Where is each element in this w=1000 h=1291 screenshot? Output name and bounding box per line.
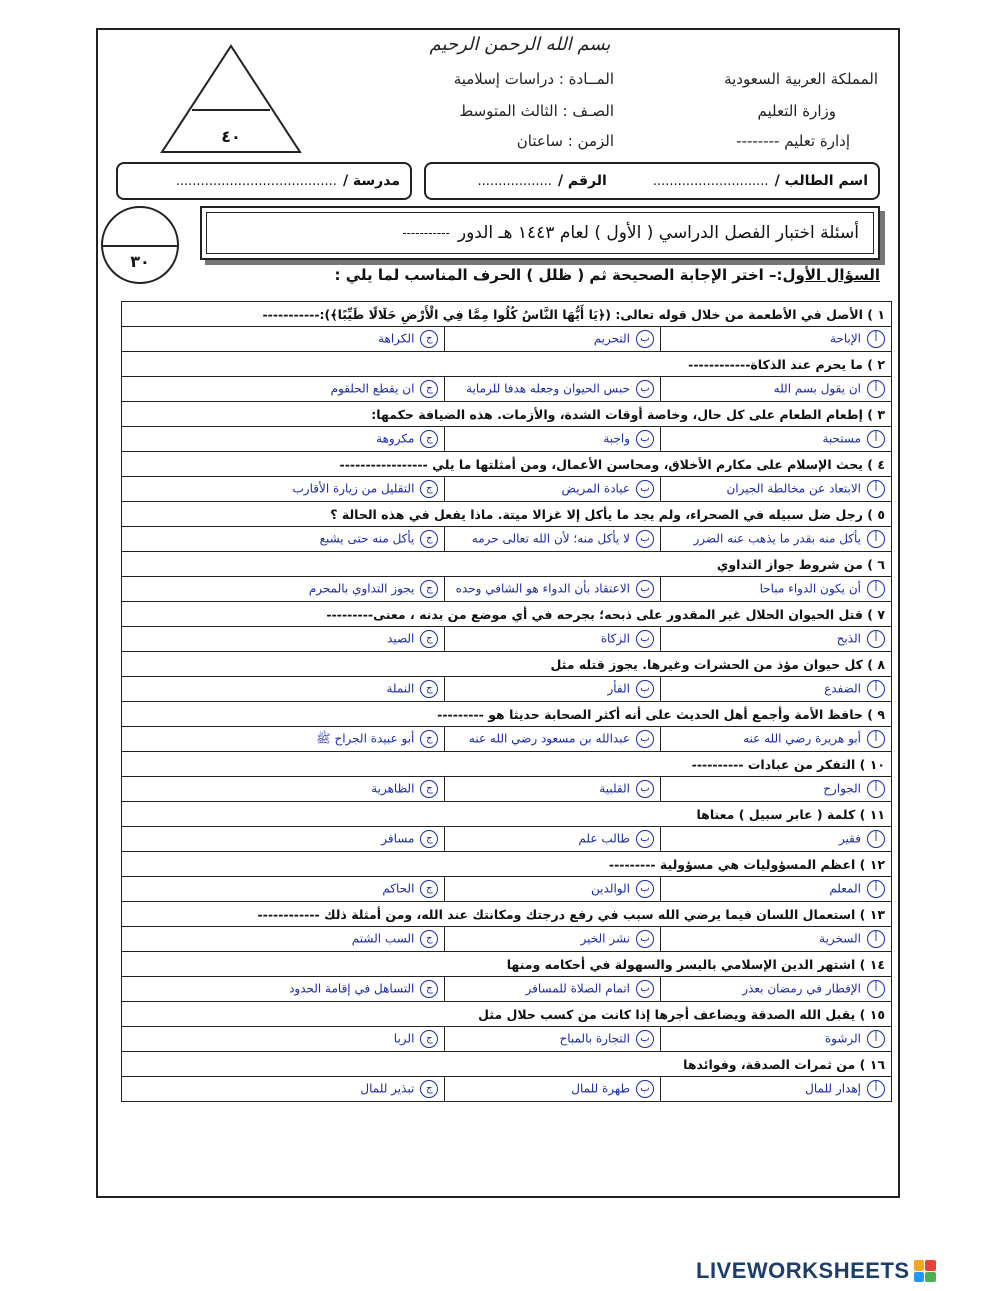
question-text: إطعام الطعام على كل حال، وخاصة أوقات الشدة، والأزمات. هذه الضيافة حكمها: [371,406,863,422]
answer-row [122,927,892,952]
option-letter-circle[interactable]: ج [420,930,438,948]
option-text: أن يكون الدواء مباحا [759,581,861,596]
answer-option[interactable] [661,677,892,702]
answer-option[interactable] [122,327,445,352]
question-text: حافظ الأمة وأجمع أهل الحديث على أنه أكثر الصحابة حديثا هو --------- [437,706,863,722]
answer-option[interactable] [661,777,892,802]
question-row [122,702,892,727]
question-number: ١ ) [867,306,885,322]
question-cell [122,852,892,877]
answer-option[interactable] [661,377,892,402]
basmala: بسم الله الرحمن الرحيم [429,34,611,55]
option-letter-circle[interactable]: أ [867,830,885,848]
exam-title-box [200,206,880,260]
question-row [122,552,892,577]
answer-option[interactable] [122,527,445,552]
question-cell [122,702,892,727]
ministry-text: وزارة التعليم [757,102,836,120]
option-text: الابتعاد عن مخالطة الجيران [726,481,861,496]
option-text: السخرية [819,931,861,946]
option-text: الضفدع [824,681,861,696]
question-number: ١٦ ) [859,1056,885,1072]
option-text: مكروهة [376,431,415,446]
question-number: ١١ ) [859,806,885,822]
option-text: الذبح [836,631,861,646]
liveworksheets-brand [696,1258,936,1284]
question-row [122,652,892,677]
section-title [335,266,881,284]
answer-row [122,1077,892,1102]
answer-option[interactable] [445,327,661,352]
question-row [122,852,892,877]
option-letter-circle[interactable]: أ [867,480,885,498]
question-number: ٨ ) [867,656,885,672]
option-letter-circle[interactable]: ب [636,680,654,698]
option-letter-circle[interactable]: ب [636,730,654,748]
question-number: ٩ ) [867,706,885,722]
question-cell [122,952,892,977]
option-letter-circle[interactable]: أ [867,930,885,948]
question-cell [122,552,892,577]
option-text: نشر الخير [580,931,630,946]
question-number: ٧ ) [867,606,885,622]
option-text: طهرة للمال [571,1081,630,1096]
answer-option[interactable] [661,1077,892,1102]
circle-score-box [101,206,179,284]
answer-row [122,777,892,802]
question-number: ٢ ) [867,356,885,372]
question-number: ١٠ ) [859,756,885,772]
answer-option[interactable] [445,1027,661,1052]
option-letter-circle[interactable]: ج [420,380,438,398]
answer-option[interactable] [122,777,445,802]
circle-score: ٣٠ [130,252,150,271]
option-text: ان يقول بسم الله [773,381,861,396]
option-letter-circle[interactable]: ب [636,580,654,598]
answer-option[interactable] [661,477,892,502]
option-text: أبو عبيدة الجراح ﷺ [316,731,415,746]
question-row [122,502,892,527]
answer-option[interactable] [445,777,661,802]
option-letter-circle[interactable]: أ [867,880,885,898]
option-text: الظاهرية [371,781,415,796]
answer-option[interactable] [122,1077,445,1102]
answer-row [122,627,892,652]
option-letter-circle[interactable]: ب [636,330,654,348]
answer-option[interactable] [122,427,445,452]
brand-name: LIVEWORKSHEETS [696,1258,910,1283]
answer-row [122,477,892,502]
option-text: يأكل منه حتى يشبع [319,531,415,546]
school-dots: ....................................... [175,173,337,189]
question-row [122,802,892,827]
triangle-score: ٤٠ [221,127,241,146]
answer-option[interactable] [122,577,445,602]
option-letter-circle[interactable]: ج [420,680,438,698]
option-letter-circle[interactable]: ج [420,480,438,498]
question-text: اشتهر الدين الإسلامي باليسر والسهولة في أحكامه ومنها [506,956,856,972]
answer-option[interactable] [445,677,661,702]
school-box[interactable] [116,162,412,200]
answer-option[interactable] [122,827,445,852]
question-row [122,1002,892,1027]
option-letter-circle[interactable]: أ [867,430,885,448]
question-text: كلمة ( عابر سبيل ) معناها [696,806,856,822]
exam-title: أسئلة اختبار الفصل الدراسي ( الأول ) لعام ١٤٤٣ هـ الدور [457,223,859,243]
question-cell [122,902,892,927]
option-letter-circle[interactable]: ب [636,930,654,948]
question-text: من ثمرات الصدقة، وفوائدها [683,1056,856,1072]
option-letter-circle[interactable]: ج [420,880,438,898]
question-text: التفكر من عبادات ---------- [691,756,856,772]
option-text: القلبية [599,781,630,796]
exam-title-dots: ----------- [402,226,450,240]
question-cell [122,652,892,677]
option-text: الكراهة [378,331,415,346]
subject-text: المــادة : دراسات إسلامية [453,70,614,88]
option-text: عيادة المريض [561,481,630,496]
option-letter-circle[interactable]: ج [420,530,438,548]
answer-option[interactable] [445,577,661,602]
question-number: ١٣ ) [859,906,885,922]
questions-table [121,301,892,1102]
option-letter-circle[interactable]: أ [867,680,885,698]
student-name-label: اسم الطالب / [774,173,868,189]
question-cell [122,502,892,527]
answer-row [122,327,892,352]
question-text: استعمال اللسان فيما يرضي الله سبب في رفع درجتك ومكانتك عند الله، ومن أمثلة ذلك ------------ [257,906,856,922]
question-row [122,302,892,327]
option-letter-circle[interactable]: أ [867,1030,885,1048]
question-number: ١٢ ) [859,856,885,872]
option-letter-circle[interactable]: ب [636,980,654,998]
option-letter-circle[interactable]: ب [636,880,654,898]
answer-row [122,977,892,1002]
option-letter-circle[interactable]: ب [636,1080,654,1098]
question-number: ٣ ) [867,406,885,422]
answer-option[interactable] [661,427,892,452]
liveworksheets-logo-icon [914,1260,936,1282]
question-cell [122,752,892,777]
option-text: الرشوة [824,1031,861,1046]
option-text: التجارة بالمباح [559,1031,630,1046]
option-text: إهدار للمال [805,1081,861,1096]
answer-option[interactable] [661,577,892,602]
option-text: أبو هريرة رضي الله عنه [743,731,861,746]
triangle-score-box [160,44,302,154]
question-cell [122,302,892,327]
option-letter-circle[interactable]: ج [420,430,438,448]
answer-option[interactable] [661,327,892,352]
option-letter-circle[interactable]: ب [636,430,654,448]
question-cell [122,452,892,477]
question-text: اعظم المسؤوليات هي مسؤولية --------- [608,856,856,872]
answer-row [122,877,892,902]
option-letter-circle[interactable]: ب [636,830,654,848]
answer-option[interactable] [122,477,445,502]
grade-text: الصـف : الثالث المتوسط [459,102,614,120]
option-text: الصيد [387,631,415,646]
option-letter-circle[interactable]: أ [867,980,885,998]
question-number: ٦ ) [867,556,885,572]
answer-option[interactable] [445,627,661,652]
question-row [122,402,892,427]
option-letter-circle[interactable]: ج [420,980,438,998]
time-text: الزمن : ساعتان [516,132,614,150]
answer-option[interactable] [122,627,445,652]
answer-option[interactable] [122,977,445,1002]
option-text: ان يقطع الحلقوم [330,381,415,396]
option-letter-circle[interactable]: أ [867,780,885,798]
option-letter-circle[interactable]: أ [867,330,885,348]
answer-option[interactable] [661,627,892,652]
answer-option[interactable] [661,827,892,852]
option-text: الجوارح [823,781,861,796]
option-text: المعلم [829,881,861,896]
option-letter-circle[interactable]: ب [636,1030,654,1048]
answer-option[interactable] [122,727,445,752]
section-text: :– اختر الإجابة الصحيحة ثم ( ظلل ) الحرف المناسب لما يلي : [334,266,783,284]
answer-row [122,1027,892,1052]
answer-option[interactable] [445,527,661,552]
option-text: السب الشتم [351,931,415,946]
option-letter-circle[interactable]: أ [867,1080,885,1098]
question-cell [122,802,892,827]
kingdom-text: المملكة العربية السعودية [724,70,878,88]
question-row [122,602,892,627]
student-name-box[interactable] [424,162,880,200]
question-number: ٥ ) [867,506,885,522]
option-letter-circle[interactable]: ج [420,830,438,848]
option-text: الربا [393,1031,415,1046]
answer-option[interactable] [445,877,661,902]
section-prefix: السؤال الأول [782,266,880,284]
answer-option[interactable] [122,377,445,402]
option-letter-circle[interactable]: ج [420,330,438,348]
option-text: فقير [838,831,861,846]
answer-option[interactable] [661,977,892,1002]
question-cell [122,602,892,627]
question-row [122,452,892,477]
option-text: حبس الحيوان وجعله هدفا للرماية [466,381,630,396]
question-number: ٤ ) [867,456,885,472]
option-letter-circle[interactable]: ج [420,730,438,748]
option-letter-circle[interactable]: ج [420,1080,438,1098]
option-text: اتمام الصلاة للمسافر [525,981,630,996]
school-label: مدرسة / [342,173,400,189]
question-text: رجل ضل سبيله في الصحراء، ولم يجد ما يأكل إلا غزالا ميتة. ماذا يفعل في هذه الحالة ؟ [330,506,863,522]
option-letter-circle[interactable]: ب [636,480,654,498]
option-text: يأكل منه بقدر ما يذهب عنه الضرر [693,531,861,546]
option-text: تبذير للمال [360,1081,415,1096]
option-text: الزكاة [600,631,630,646]
answer-option[interactable] [661,727,892,752]
question-cell [122,1052,892,1077]
answer-option[interactable] [445,1077,661,1102]
answer-option[interactable] [445,427,661,452]
answer-option[interactable] [122,927,445,952]
question-number: ١٤ ) [859,956,885,972]
option-letter-circle[interactable]: ج [420,630,438,648]
answer-option[interactable] [122,677,445,702]
question-text: من شروط جواز التداوي [716,556,863,572]
question-text: يقبل الله الصدقة ويضاعف أجرها إذا كانت من كسب حلال مثل [478,1006,856,1022]
option-text: التساهل في إقامة الحدود [289,981,415,996]
question-cell [122,352,892,377]
option-letter-circle[interactable]: ج [420,780,438,798]
option-text: عبدالله بن مسعود رضي الله عنه [468,731,630,746]
answer-option[interactable] [445,477,661,502]
student-number-label: الرقم / [557,173,607,189]
question-row [122,1052,892,1077]
answer-option[interactable] [445,927,661,952]
answer-option[interactable] [445,827,661,852]
option-letter-circle[interactable]: ب [636,630,654,648]
answer-option[interactable] [661,927,892,952]
question-cell [122,1002,892,1027]
option-text: مستحبة [822,431,861,446]
answer-row [122,527,892,552]
option-text: يجوز التداوي بالمحرم [308,581,415,596]
answer-row [122,577,892,602]
answer-row [122,827,892,852]
option-letter-circle[interactable]: أ [867,730,885,748]
question-text: الأصل في الأطعمة من خلال قوله تعالى: (﴿يَا أَيُّهَا النَّاسُ كُلُوا مِمَّا فِي الْأَرْضِ حَلَالًا طَيِّبًا﴾):----------- [262,306,863,322]
question-cell [122,402,892,427]
option-letter-circle[interactable]: ب [636,380,654,398]
option-letter-circle[interactable]: ب [636,530,654,548]
option-letter-circle[interactable]: ج [420,1030,438,1048]
answer-row [122,677,892,702]
option-text: الوالدين [591,881,630,896]
option-text: النملة [386,681,415,696]
question-text: كل حيوان مؤذ من الحشرات وغيرها. يجوز قتله مثل [550,656,863,672]
answer-option[interactable] [445,727,661,752]
question-row [122,352,892,377]
option-letter-circle[interactable]: أ [867,530,885,548]
answer-option[interactable] [122,877,445,902]
option-text: الإفطار في رمضان بعذر [742,981,861,996]
option-letter-circle[interactable]: أ [867,580,885,598]
answer-option[interactable] [661,877,892,902]
answer-row [122,727,892,752]
question-text: ما يحرم عند الذكاة------------ [688,356,863,372]
option-text: مسافر [381,831,415,846]
question-text: قتل الحيوان الحلال غير المقدور على ذبحه؛ بجرحه في أي موضع من بدنه ، معنى--------- [326,606,863,622]
answer-option[interactable] [661,1027,892,1052]
option-text: الإباحة [829,331,861,346]
answer-option[interactable] [445,377,661,402]
option-text: التحريم [593,331,630,346]
option-text: الحاكم [382,881,415,896]
student-number-dots: .................. [477,173,552,189]
answer-option[interactable] [661,527,892,552]
option-letter-circle[interactable]: ب [636,780,654,798]
question-number: ١٥ ) [859,1006,885,1022]
option-text: واجبة [603,431,630,446]
directorate-text: إدارة تعليم -------- [736,132,850,150]
option-text: طالب علم [578,831,630,846]
option-letter-circle[interactable]: أ [867,380,885,398]
option-letter-circle[interactable]: ج [420,580,438,598]
option-text: التقليل من زيارة الأقارب [292,481,415,496]
question-row [122,752,892,777]
option-text: الفأر [607,681,630,696]
question-row [122,902,892,927]
answer-row [122,427,892,452]
option-text: لا يأكل منه؛ لأن الله تعالى حرمه [471,531,630,546]
option-letter-circle[interactable]: أ [867,630,885,648]
answer-option[interactable] [122,1027,445,1052]
answer-row [122,377,892,402]
answer-option[interactable] [445,977,661,1002]
option-text: الاعتقاد بأن الدواء هو الشافي وحده [455,581,630,596]
student-name-dots: ............................ [652,173,769,189]
question-text: يحث الإسلام على مكارم الأخلاق، ومحاسن الأعمال، ومن أمثلتها ما يلي ----------------- [339,456,863,472]
question-row [122,952,892,977]
